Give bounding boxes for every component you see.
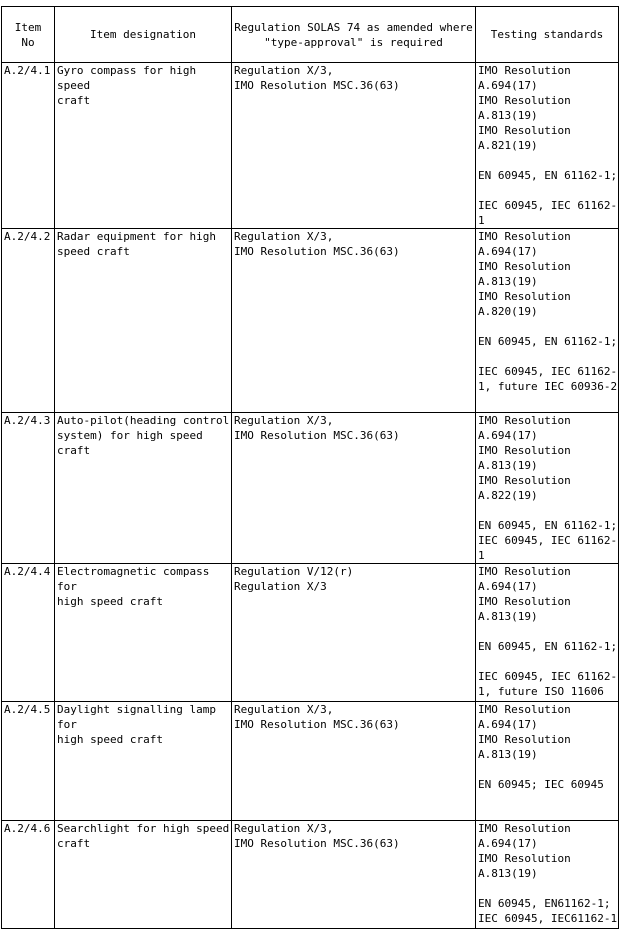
table-header-row xyxy=(2,7,619,63)
table-row xyxy=(2,564,619,702)
cell-item-no: A.2/4.6 xyxy=(2,821,55,929)
table-row xyxy=(2,702,619,821)
cell-item-no: A.2/4.5 xyxy=(2,702,55,821)
cell-item-designation: Auto-pilot(heading control system) for high speed craft xyxy=(55,413,232,564)
cell-testing-standards: IMO Resolution A.694(17) IMO Resolution A.813(19) EN 60945; IEC 60945 xyxy=(476,702,619,821)
table-row xyxy=(2,63,619,229)
type-approval-table xyxy=(1,6,619,929)
cell-testing-standards: IMO Resolution A.694(17) IMO Resolution A.813(19) EN 60945, EN 61162-1; IEC 60945, IEC 61162- 1, future ISO 11606 xyxy=(476,564,619,702)
cell-item-no: A.2/4.4 xyxy=(2,564,55,702)
cell-item-designation: Radar equipment for high speed craft xyxy=(55,229,232,413)
cell-regulation: Regulation X/3, IMO Resolution MSC.36(63) xyxy=(232,702,476,821)
header-item-no: Item No xyxy=(2,7,55,63)
cell-testing-standards: IMO Resolution A.694(17) IMO Resolution A.813(19) IMO Resolution A.820(19) EN 60945, EN 61162-1; IEC 60945, IEC 61162- 1, future IEC 60936-2 xyxy=(476,229,619,413)
header-item-designation: Item designation xyxy=(55,7,232,63)
cell-item-designation: Gyro compass for high speed craft xyxy=(55,63,232,229)
cell-testing-standards: IMO Resolution A.694(17) IMO Resolution A.813(19) EN 60945, EN61162-1; IEC 60945, IEC61162-1 xyxy=(476,821,619,929)
cell-item-designation: Searchlight for high speed craft xyxy=(55,821,232,929)
header-regulation: Regulation SOLAS 74 as amended where "type-approval" is required xyxy=(232,7,476,63)
table-row xyxy=(2,821,619,929)
cell-item-no: A.2/4.1 xyxy=(2,63,55,229)
cell-item-no: A.2/4.2 xyxy=(2,229,55,413)
cell-regulation: Regulation X/3, IMO Resolution MSC.36(63) xyxy=(232,63,476,229)
cell-regulation: Regulation V/12(r) Regulation X/3 xyxy=(232,564,476,702)
cell-regulation: Regulation X/3, IMO Resolution MSC.36(63) xyxy=(232,821,476,929)
header-testing-standards: Testing standards xyxy=(476,7,619,63)
cell-item-no: A.2/4.3 xyxy=(2,413,55,564)
cell-item-designation: Daylight signalling lamp for high speed craft xyxy=(55,702,232,821)
cell-testing-standards: IMO Resolution A.694(17) IMO Resolution A.813(19) IMO Resolution A.822(19) EN 60945, EN 61162-1; IEC 60945, IEC 61162-1 xyxy=(476,413,619,564)
table-row xyxy=(2,229,619,413)
cell-item-designation: Electromagnetic compass for high speed craft xyxy=(55,564,232,702)
table-row xyxy=(2,413,619,564)
cell-testing-standards: IMO Resolution A.694(17) IMO Resolution A.813(19) IMO Resolution A.821(19) EN 60945, EN 61162-1; IEC 60945, IEC 61162-1 xyxy=(476,63,619,229)
cell-regulation: Regulation X/3, IMO Resolution MSC.36(63) xyxy=(232,413,476,564)
cell-regulation: Regulation X/3, IMO Resolution MSC.36(63) xyxy=(232,229,476,413)
